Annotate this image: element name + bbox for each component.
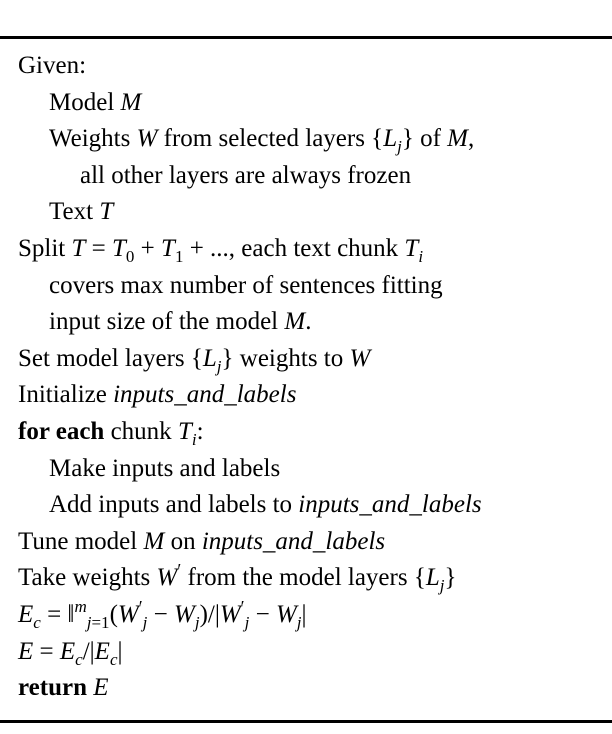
line-text: : bbox=[196, 417, 204, 445]
math-symbol: W bbox=[349, 344, 371, 372]
algorithm-line bbox=[18, 304, 482, 341]
algorithm-line bbox=[18, 524, 482, 561]
line-text: covers max number of sentences fitting bbox=[49, 271, 443, 299]
line-text: , bbox=[467, 125, 475, 153]
math-symbol: T bbox=[112, 234, 126, 262]
algorithm-line bbox=[18, 597, 482, 634]
math-symbol: 1 bbox=[174, 246, 184, 266]
math-symbol: i bbox=[191, 429, 197, 449]
math-symbol: j bbox=[142, 612, 148, 632]
top-rule bbox=[0, 36, 612, 39]
line-text: Text bbox=[49, 198, 100, 226]
math-symbol: T bbox=[99, 198, 114, 226]
math-symbol: c bbox=[33, 612, 41, 632]
math-symbol: i bbox=[418, 246, 424, 266]
math-symbol: E bbox=[59, 637, 76, 665]
math-symbol: ′ bbox=[240, 596, 245, 617]
line-text: Add inputs and labels to bbox=[49, 491, 299, 519]
line-text: input size of the model bbox=[49, 308, 285, 336]
algorithm-line bbox=[18, 560, 482, 597]
math-symbol: E bbox=[93, 674, 109, 702]
keyword: for each bbox=[18, 417, 105, 445]
algorithm-line bbox=[18, 194, 482, 231]
line-text: from selected layers { bbox=[157, 125, 384, 153]
line-text: ( bbox=[109, 600, 118, 628]
line-text: = bbox=[85, 234, 113, 262]
math-symbol: W bbox=[174, 600, 195, 628]
math-symbol: j bbox=[216, 356, 222, 376]
line-text: − bbox=[249, 600, 276, 628]
line-text: | bbox=[301, 600, 307, 628]
algorithm-line bbox=[18, 451, 482, 488]
math-symbol: ′ bbox=[177, 560, 182, 581]
math-symbol: j bbox=[397, 137, 402, 157]
line-text: Take weights bbox=[18, 564, 157, 592]
math-symbol: j bbox=[194, 612, 200, 632]
math-symbol: j bbox=[439, 576, 445, 596]
algorithm-body bbox=[18, 48, 482, 707]
algorithm-line bbox=[18, 377, 482, 414]
line-text: Weights bbox=[49, 125, 137, 153]
math-symbol: E bbox=[18, 600, 34, 628]
math-symbol: j bbox=[244, 612, 250, 632]
algorithm-line bbox=[18, 231, 482, 268]
math-symbol: W bbox=[219, 600, 241, 628]
bottom-rule bbox=[0, 720, 612, 723]
math-symbol: c bbox=[75, 649, 83, 669]
algorithm-line bbox=[18, 48, 482, 85]
math-symbol: =1 bbox=[91, 612, 110, 632]
math-symbol: W bbox=[156, 564, 178, 592]
line-text: Set model layers { bbox=[18, 344, 203, 372]
line-text: | bbox=[117, 637, 123, 665]
line-text: } bbox=[444, 564, 457, 592]
math-symbol: M bbox=[143, 527, 165, 555]
algorithm-line bbox=[18, 85, 482, 122]
line-text: from the model layers { bbox=[181, 564, 426, 592]
math-symbol: M bbox=[120, 88, 142, 116]
math-symbol: T bbox=[177, 417, 192, 445]
line-text: /| bbox=[82, 637, 95, 665]
math-symbol: T bbox=[71, 234, 86, 262]
math-symbol: L bbox=[202, 344, 217, 372]
math-symbol: M bbox=[447, 125, 468, 153]
math-symbol: m bbox=[74, 596, 87, 616]
math-symbol: j bbox=[296, 612, 302, 632]
math-symbol: W bbox=[117, 600, 139, 628]
keyword: return bbox=[18, 674, 87, 702]
line-text: chunk bbox=[104, 417, 178, 445]
math-symbol: W bbox=[275, 600, 297, 628]
math-symbol: 0 bbox=[125, 246, 135, 266]
math-symbol: T bbox=[404, 234, 419, 262]
algorithm-line bbox=[18, 158, 482, 195]
algorithm-line bbox=[18, 634, 482, 671]
algorithm-line bbox=[18, 414, 482, 451]
algorithm-line bbox=[18, 670, 482, 707]
math-symbol: L bbox=[425, 564, 440, 592]
line-text: Given: bbox=[18, 52, 87, 79]
math-symbol: inputs_and_labels bbox=[298, 491, 482, 519]
line-text: } weights to bbox=[221, 344, 350, 372]
math-symbol: ′ bbox=[138, 596, 143, 617]
math-symbol: M bbox=[284, 308, 306, 336]
line-text: Make inputs and labels bbox=[49, 454, 281, 482]
line-text: Initialize bbox=[18, 381, 114, 409]
line-text: on bbox=[164, 527, 202, 555]
algorithm-line bbox=[18, 121, 482, 158]
line-text: Tune model bbox=[18, 527, 144, 555]
math-symbol: T bbox=[161, 234, 175, 262]
algorithm-line bbox=[18, 268, 482, 305]
line-text: + bbox=[134, 234, 162, 262]
algorithm-line bbox=[18, 487, 482, 524]
line-text: = bbox=[33, 637, 60, 665]
math-symbol: L bbox=[383, 125, 398, 153]
math-symbol: j bbox=[86, 612, 92, 632]
line-text: } of bbox=[401, 125, 448, 153]
math-symbol: W bbox=[136, 125, 158, 153]
math-symbol: inputs_and_labels bbox=[113, 381, 297, 409]
line-text: Split bbox=[18, 234, 72, 262]
math-symbol: inputs_and_labels bbox=[201, 527, 386, 555]
math-symbol: E bbox=[18, 637, 34, 665]
line-text: − bbox=[147, 600, 174, 628]
line-text: )/| bbox=[199, 600, 220, 628]
line-text: . bbox=[305, 308, 312, 336]
math-symbol: c bbox=[109, 649, 118, 669]
line-text: Model bbox=[49, 88, 121, 116]
line-text: all other layers are always frozen bbox=[80, 161, 412, 189]
line-text: = ‖ bbox=[40, 600, 75, 628]
algorithm-line bbox=[18, 341, 482, 378]
math-symbol: E bbox=[94, 637, 110, 665]
line-text: + ..., each text chunk bbox=[183, 234, 405, 262]
